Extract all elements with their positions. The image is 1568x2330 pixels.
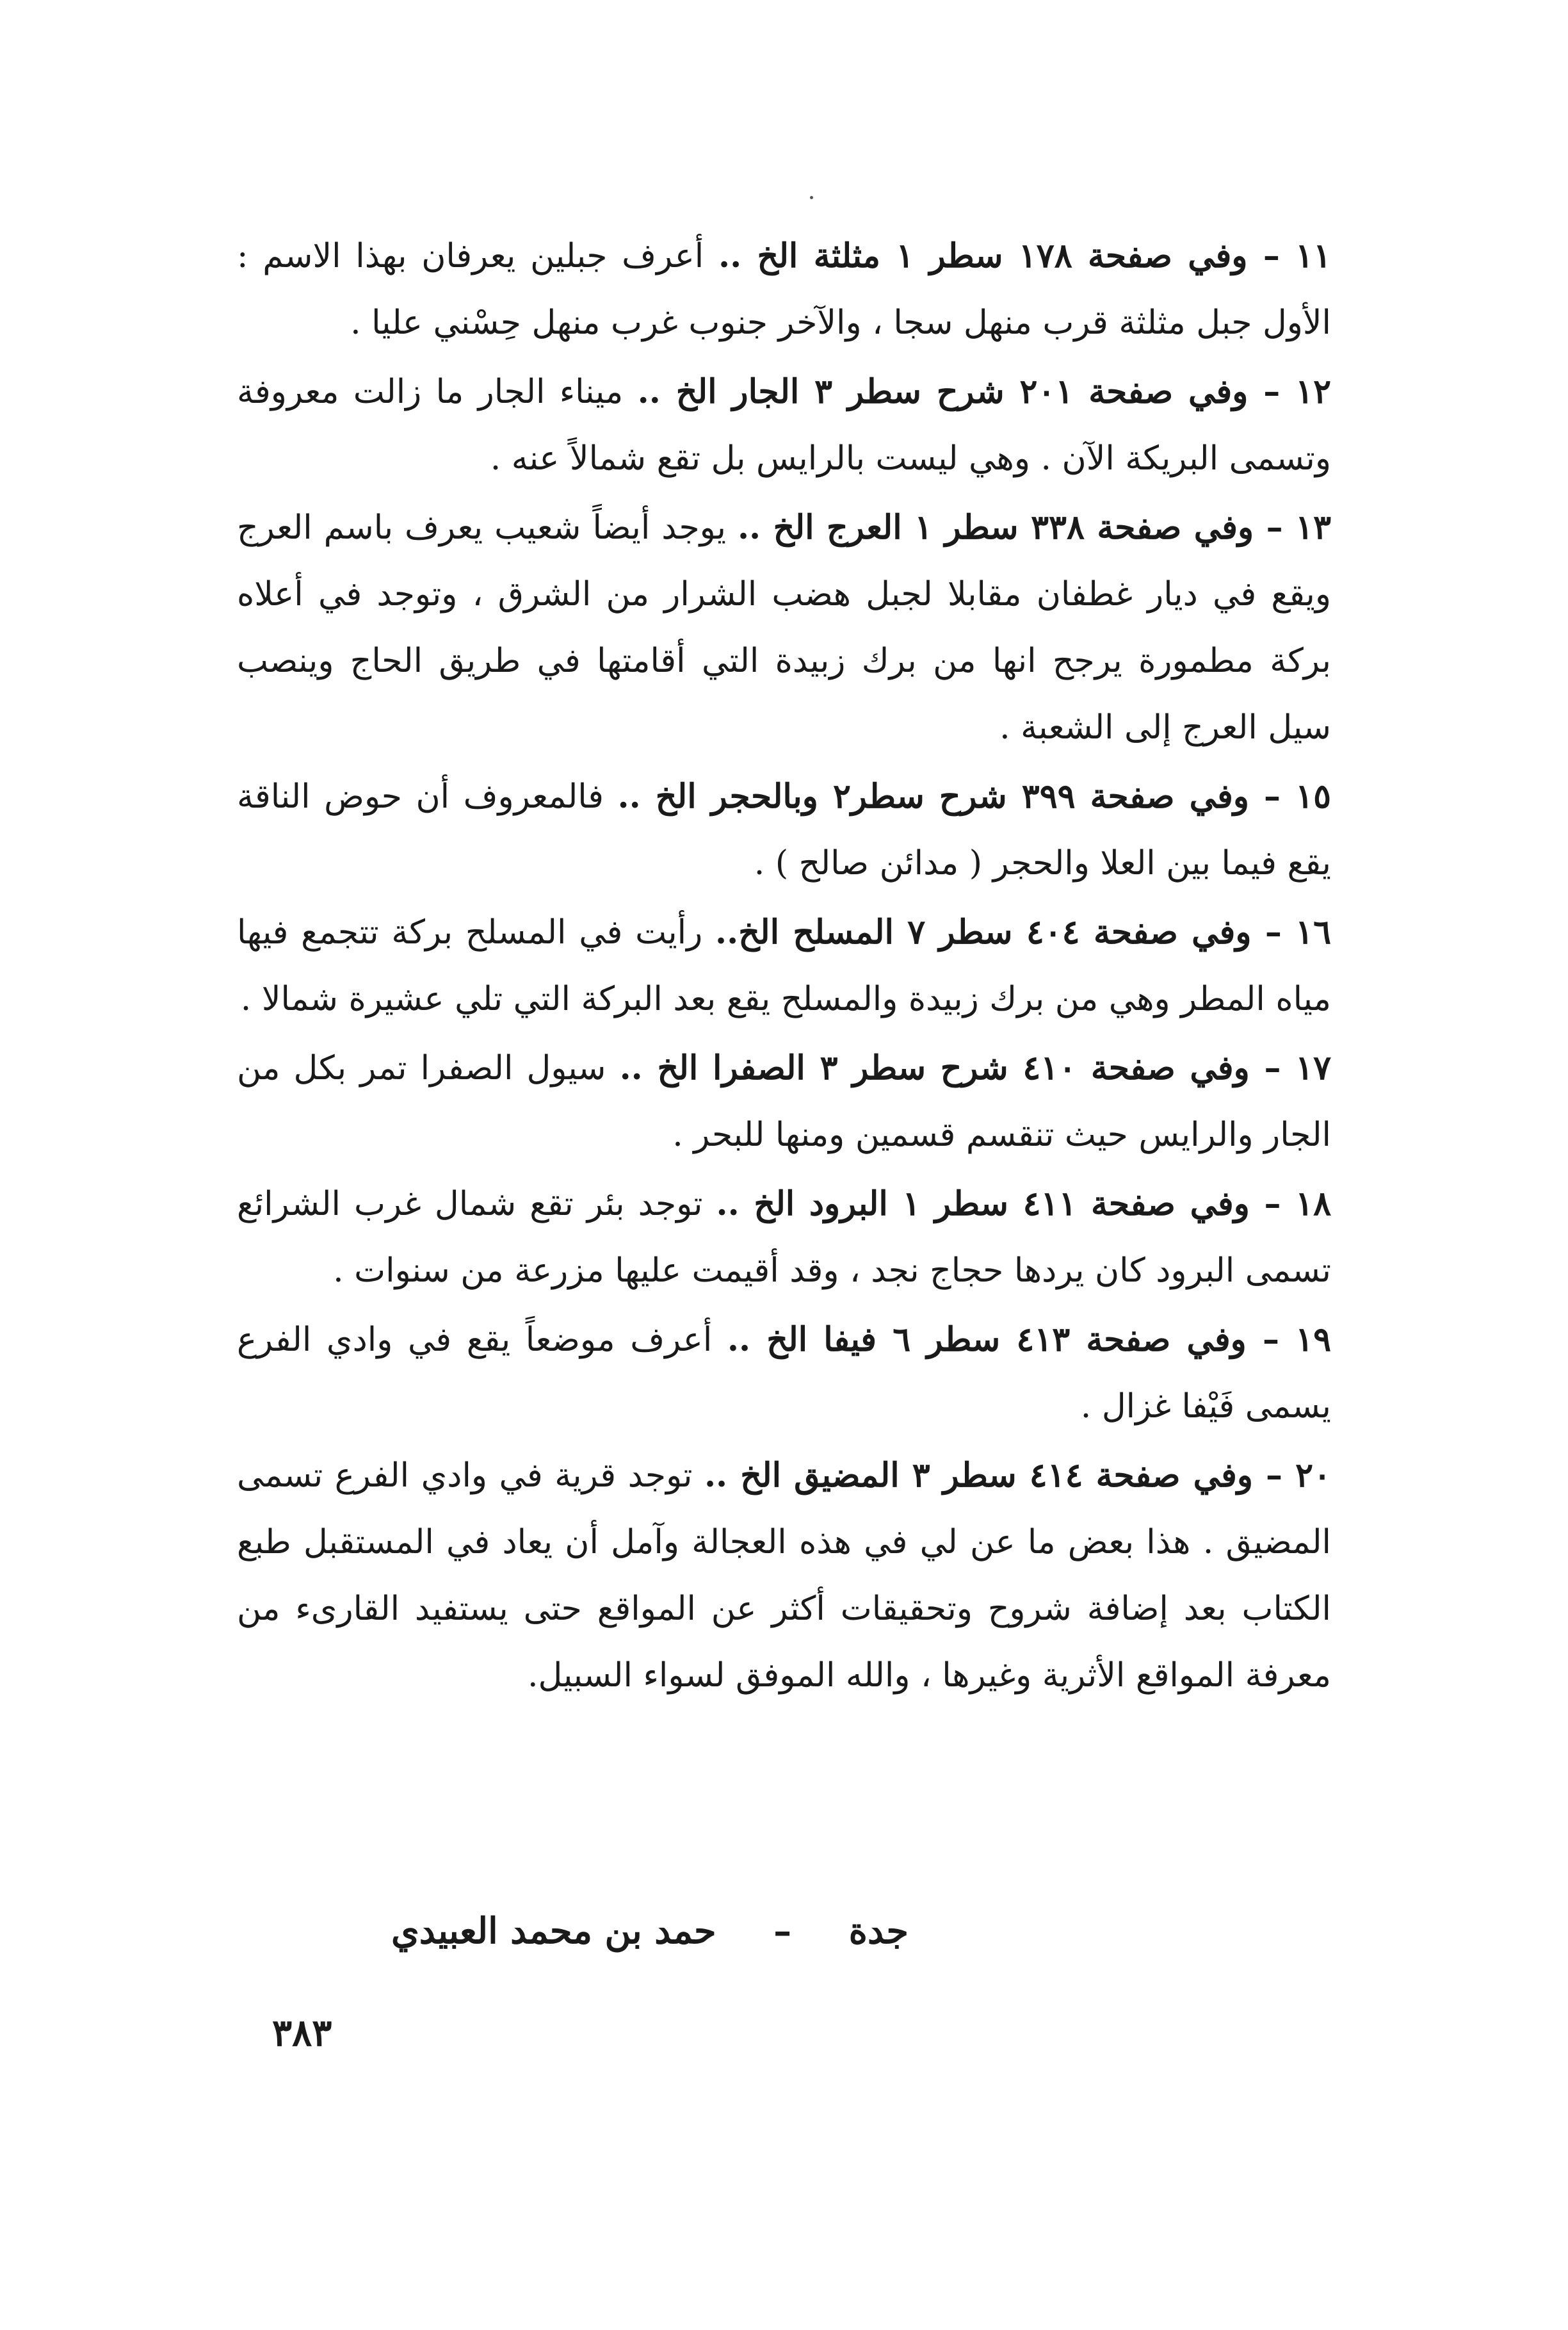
note-17 xyxy=(237,1035,1331,1168)
note-reference: ١١ – وفي صفحة ١٧٨ سطر ١ مثلثة الخ .. xyxy=(718,236,1332,275)
note-body: ميناء الجار ما زالت معروفة وتسمى البريكة الآن . وهي ليست بالرايس بل تقع شمالاً عنه . xyxy=(237,373,1331,478)
note-13 xyxy=(237,494,1331,761)
note-body: توجد قرية في وادي الفرع تسمى المضيق . هذا بعض ما عن لي في هذه العجالة وآمل أن يعاد في المستقبل طبع الكتاب بعد إضافة شروح وتحقيقات أكثر عن المواقع حتى يستفيد القارىء من معرفة المواقع الأثرية وغيرها ، والله الموفق لسواء السبيل. xyxy=(237,1456,1331,1695)
note-reference: ٢٠ – وفي صفحة ٤١٤ سطر ٣ المضيق الخ .. xyxy=(704,1456,1331,1495)
note-body: يوجد أيضاً شعيب يعرف باسم العرج ويقع في ديار غطفان مقابلا لجبل هضب الشرار من الشرق ، وتوجد في أعلاه بركة مطمورة يرجح انها من برك زبيدة التي أقامتها في طريق الحاج وينصب سيل العرج إلى الشعبة . xyxy=(237,509,1332,747)
signature-place: جدة xyxy=(848,1910,909,1952)
note-18 xyxy=(237,1171,1331,1304)
note-12 xyxy=(237,359,1331,492)
note-body: أعرف جبلين يعرفان بهذا الاسم : الأول جبل مثلثة قرب منهل سجا ، والآخر جنوب غرب منهل حِسْني عليا . xyxy=(237,237,1331,342)
note-reference: ١٥ – وفي صفحة ٣٩٩ شرح سطر٢ وبالحجر الخ .. xyxy=(617,777,1332,816)
note-body: رأيت في المسلح بركة تتجمع فيها مياه المطر وهي من برك زبيدة والمسلح يقع بعد البركة التي تلي عشيرة شمالا . xyxy=(237,913,1331,1018)
note-11 xyxy=(237,223,1331,356)
notes-text-block xyxy=(237,223,1331,1711)
note-body: توجد بئر تقع شمال غرب الشرائع تسمى البرود كان يردها حجاج نجد ، وقد أقيمت عليها مزرعة من سنوات . xyxy=(237,1185,1331,1290)
note-reference: ١٣ – وفي صفحة ٣٣٨ سطر ١ العرج الخ .. xyxy=(737,508,1331,547)
signature-separator: – xyxy=(773,1910,792,1952)
print-speck xyxy=(810,196,813,199)
note-body: فالمعروف أن حوض الناقة يقع فيما بين العلا والحجر ( مدائن صالح ) . xyxy=(237,778,1331,883)
note-15 xyxy=(237,763,1331,897)
note-body: أعرف موضعاً يقع في وادي الفرع يسمى فَيْفا غزال . xyxy=(237,1321,1331,1426)
note-body: سيول الصفرا تمر بكل من الجار والرايس حيث تنقسم قسمين ومنها للبحر . xyxy=(237,1049,1331,1154)
note-20 xyxy=(237,1442,1331,1709)
signature-author: حمد بن محمد العبيدي xyxy=(391,1910,716,1952)
note-19 xyxy=(237,1307,1331,1440)
page-number: ٣٨٣ xyxy=(272,2011,332,2055)
note-reference: ١٧ – وفي صفحة ٤١٠ شرح سطر ٣ الصفرا الخ .. xyxy=(619,1048,1331,1088)
note-16 xyxy=(237,899,1331,1032)
note-reference: ١٩ – وفي صفحة ٤١٣ سطر ٦ فيفا الخ .. xyxy=(727,1320,1332,1359)
note-reference: ١٨ – وفي صفحة ٤١١ سطر ١ البرود الخ .. xyxy=(716,1184,1332,1223)
signature-line xyxy=(391,1910,909,1952)
note-reference: ١٦ – وفي صفحة ٤٠٤ سطر ٧ المسلح الخ.. xyxy=(715,913,1332,952)
note-reference: ١٢ – وفي صفحة ٢٠١ شرح سطر ٣ الجار الخ .. xyxy=(637,372,1331,411)
